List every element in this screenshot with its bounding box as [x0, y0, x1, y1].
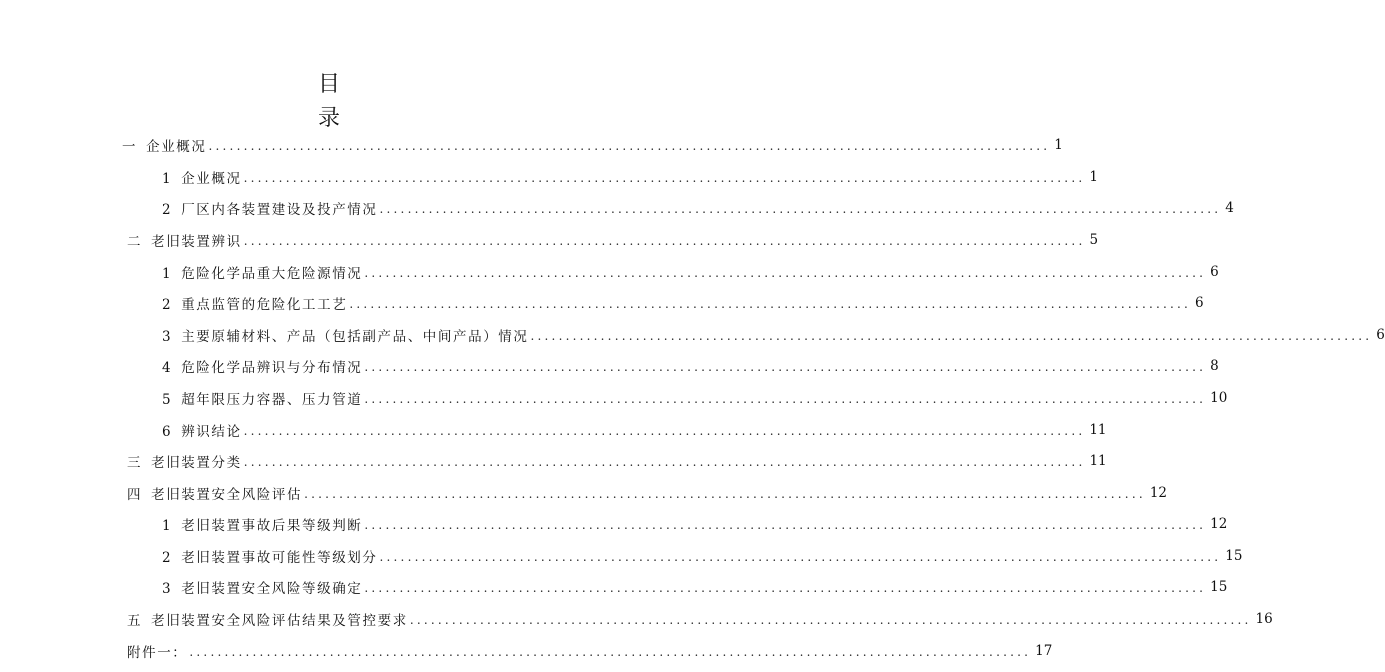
toc-entry-page: 6: [1376, 327, 1385, 343]
dot-leader: ........................................................................................................................: [409, 613, 1252, 627]
toc-entry-label: [127, 483, 304, 503]
toc-entry-label: [162, 420, 244, 440]
toc-entry-number: 1: [162, 266, 173, 282]
toc-entry[interactable]: [162, 508, 1228, 540]
toc-entry-text: 老旧装置安全风险评估: [151, 487, 303, 503]
toc-entry-page: 10: [1210, 390, 1228, 406]
toc-entry-label: [162, 356, 364, 376]
toc-entry-page: 6: [1195, 295, 1204, 311]
dot-leader: ........................................................................................................................: [364, 518, 1207, 532]
toc-entry[interactable]: [162, 256, 1219, 288]
dot-leader: ........................................................................................................................: [243, 455, 1086, 469]
toc-entry[interactable]: [162, 414, 1107, 446]
toc-entry-label: [162, 388, 364, 408]
toc-entry-label: [127, 230, 244, 250]
toc-entry-page: 1: [1089, 169, 1098, 185]
toc-entry-text: 危险化学品重大危险源情况: [181, 266, 363, 282]
toc-entry[interactable]: [162, 382, 1228, 414]
toc-entry[interactable]: [127, 603, 1273, 635]
toc-entry-number: 1: [162, 518, 173, 534]
toc-entry[interactable]: [162, 540, 1243, 572]
dot-leader: ........................................................................................................................: [243, 171, 1086, 185]
dot-leader: ........................................................................................................................: [243, 424, 1086, 438]
toc-entry-page: 16: [1255, 611, 1273, 627]
toc-entry-number: 四: [127, 487, 143, 503]
toc-entry-text: 重点监管的危险化工工艺: [181, 297, 348, 313]
toc-entry-text: 企业概况: [146, 139, 207, 155]
toc-entry-label: [162, 293, 349, 313]
toc-entry-number: 5: [162, 392, 173, 408]
toc-entry[interactable]: [162, 161, 1098, 193]
dot-leader: ........................................................................................................................: [364, 360, 1207, 374]
dot-leader: ........................................................................................................................: [189, 645, 1032, 659]
toc-entry[interactable]: [122, 129, 1063, 161]
toc-entry-text: 老旧装置分类: [151, 455, 242, 471]
dot-leader: ........................................................................................................................: [208, 139, 1051, 153]
toc-entry-page: 4: [1225, 200, 1234, 216]
toc-entry[interactable]: [162, 571, 1228, 603]
toc-entry-page: 12: [1210, 516, 1228, 532]
toc-entry[interactable]: [127, 224, 1099, 256]
toc-entry-number: 1: [162, 171, 173, 187]
toc-entry-page: 1: [1054, 137, 1063, 153]
dot-leader: ........................................................................................................................: [379, 202, 1222, 216]
toc-entry[interactable]: [127, 635, 1053, 667]
toc-entry[interactable]: [162, 319, 1385, 351]
dot-leader: ........................................................................................................................: [349, 297, 1192, 311]
toc-entry[interactable]: [127, 445, 1107, 477]
toc-entry-text: 老旧装置安全风险评估结果及管控要求: [151, 613, 408, 629]
toc-entry-page: 15: [1225, 548, 1243, 564]
toc-entry[interactable]: [162, 287, 1204, 319]
toc-entry-page: 11: [1089, 453, 1107, 469]
toc-entry-label: [162, 198, 380, 218]
dot-leader: ........................................................................................................................: [379, 550, 1222, 564]
toc-entry-number: 五: [127, 613, 143, 629]
toc-entry-label: [162, 514, 364, 534]
toc-entry-page: 11: [1089, 422, 1107, 438]
toc-entry-text: 辨识结论: [181, 424, 242, 440]
toc-entry-text: 企业概况: [181, 171, 242, 187]
dot-leader: ........................................................................................................................: [304, 487, 1146, 501]
toc-entry-page: 6: [1210, 264, 1219, 280]
toc-entry-text: 厂区内各装置建设及投产情况: [181, 202, 378, 218]
toc-entry-number: 2: [162, 550, 173, 566]
toc-entry-page: 5: [1089, 232, 1099, 248]
toc-entry-text: 老旧装置安全风险等级确定: [181, 581, 363, 597]
toc-entry-page: 15: [1210, 579, 1228, 595]
toc-entry-text: 主要原辅材料、产品（包括副产品、中间产品）情况: [181, 329, 529, 345]
toc-entry-text: 超年限压力容器、压力管道: [181, 392, 363, 408]
dot-leader: ........................................................................................................................: [364, 266, 1207, 280]
toc-entry-label: [127, 641, 189, 661]
dot-leader: ........................................................................................................................: [243, 234, 1086, 248]
toc-entry-page: 8: [1210, 358, 1219, 374]
toc-entry-text: 老旧装置事故后果等级判断: [181, 518, 363, 534]
toc-entry-text: 老旧装置事故可能性等级划分: [181, 550, 378, 566]
toc-entry-label: [162, 167, 244, 187]
toc-entry-text: 老旧装置辨识: [151, 234, 242, 250]
dot-leader: ........................................................................................................................: [530, 329, 1373, 343]
toc-entry[interactable]: [162, 350, 1219, 382]
dot-leader: ........................................................................................................................: [364, 392, 1207, 406]
toc-entry-number: 2: [162, 297, 173, 313]
toc-entry-number: 3: [162, 581, 173, 597]
toc-entry-number: 2: [162, 202, 173, 218]
toc-entry-number: 4: [162, 360, 173, 376]
toc-entry-label: [162, 262, 364, 282]
toc-entry-text: 危险化学品辨识与分布情况: [181, 360, 363, 376]
toc-entry-page: 12: [1149, 485, 1168, 501]
toc-entry-number: 二: [127, 234, 143, 250]
toc-entry-page: 17: [1035, 643, 1053, 659]
page-title: 目 录: [317, 72, 362, 131]
toc-entry[interactable]: [127, 477, 1168, 509]
toc-entry-label: [162, 577, 364, 597]
toc-entry-label: [127, 609, 410, 629]
toc-entry-label: [162, 325, 531, 345]
toc-entry-number: 一: [122, 139, 138, 155]
toc-entry-text: 附件一：: [127, 645, 188, 661]
toc-entry-number: 三: [127, 455, 143, 471]
dot-leader: ........................................................................................................................: [364, 581, 1207, 595]
toc-entry-number: 6: [162, 424, 173, 440]
toc-entry-label: [122, 135, 209, 155]
toc-entry[interactable]: [162, 192, 1234, 224]
toc-entry-label: [162, 546, 380, 566]
toc-entry-number: 3: [162, 329, 173, 345]
toc-entry-label: [127, 451, 244, 471]
